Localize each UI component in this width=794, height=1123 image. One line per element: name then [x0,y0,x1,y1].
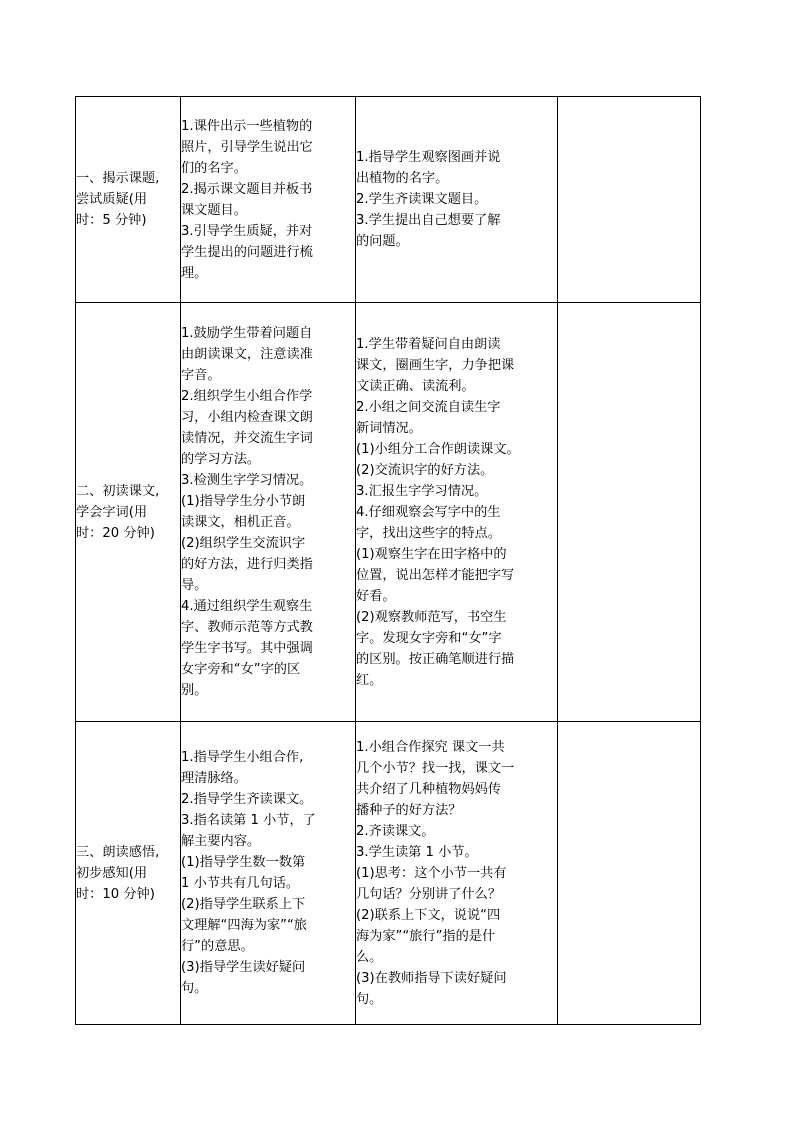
cell-line: 共介绍了几种植物妈妈传 [356,781,502,797]
cell-line: 尝试质疑(用 [76,192,148,207]
cell-line: 导。 [181,578,208,593]
cell-line: 别。 [181,683,208,698]
cell-line: (1)观察生字在田字格中的 [356,546,507,562]
cell-line: 2.小组之间交流自读生字 [356,399,501,415]
cell-line: 几个小节？找一找，课文一 [356,760,515,776]
cell-line: 红。 [356,672,383,688]
cell-line: 三、朗读感悟, [76,844,160,860]
notes-cell [558,722,701,1025]
teacher-activity-cell [181,303,356,722]
cell-line: (3)指导学生读好疑问 [181,960,306,975]
stage-cell [76,97,181,303]
cell-line: 时：20 分钟) [76,525,155,541]
cell-line: 播种子的好方法？ [356,802,462,818]
cell-line: (2)观察教师范写，书空生 [356,609,507,625]
cell-line: 2.揭示课文题目并板书 [181,181,313,197]
cell-line: (2)组织学生交流识字 [181,536,306,551]
cell-line: 2.学生齐读课文题目。 [356,192,488,207]
cell-line: 课文题目。 [181,202,247,218]
cell-line: 出植物的名字。 [356,171,449,186]
notes-cell [558,303,701,722]
notes-cell [558,97,701,303]
cell-line: (1)指导学生分小节朗 [181,494,306,509]
cell-line: 3.检测生字学习情况。 [181,473,313,488]
cell-line: 字音。 [181,368,221,383]
cell-line: 句。 [356,991,383,1007]
cell-line: 2.齐读课文。 [356,823,435,839]
teacher-activity-cell [181,722,356,1025]
cell-line: 文读正确、读流利。 [356,378,475,394]
cell-line: 照片，引导学生说出它 [181,139,313,155]
cell-line: 1.学生带着疑问自由朗读 [356,336,501,352]
cell-line: 新词情况。 [356,420,422,436]
cell-line: 课文，圈画生字，力争把课 [356,357,515,373]
cell-line: 1.指导学生小组合作, [181,750,304,765]
cell-line: 们的名字。 [181,160,247,176]
cell-line: 3.汇报生字学习情况。 [356,483,488,499]
cell-line: 句。 [181,981,208,996]
cell-line: 2.指导学生齐读课文。 [181,792,313,807]
cell-line: (1)思考：这个小节一共有 [356,865,507,881]
cell-line: 1 小节共有几句话。 [181,876,300,891]
cell-line: 4.通过组织学生观察生 [181,599,313,614]
cell-line: 么。 [356,949,383,965]
cell-line: (2)交流识字的好方法。 [356,462,494,478]
cell-line: 读情况，并交流生字词 [181,431,313,446]
cell-line: 的好方法，进行归类指 [181,557,313,572]
student-activity-cell [356,303,558,722]
cell-line: 文理解“四海为家”“旅 [181,918,307,933]
cell-line: 理。 [181,265,208,281]
cell-line: 女字旁和“女”字的区 [181,662,301,677]
cell-line: 位置，说出怎样才能把字写 [356,567,515,583]
cell-line: 海为家”“旅行”指的是什 [356,928,496,944]
cell-line: 3.学生读第 1 小节。 [356,844,478,860]
cell-line: 学生提出的问题进行梳 [181,244,313,260]
cell-line: (1)指导学生数一数第 [181,855,306,870]
cell-line: 1.鼓励学生带着问题自 [181,326,313,341]
stage-cell [76,303,181,722]
cell-line: 习，小组内检查课文朗 [181,410,313,425]
cell-line: 理清脉络。 [181,771,247,786]
cell-line: 3.指名读第 1 小节，了 [181,813,316,828]
cell-line: 一、揭示课题, [76,171,160,186]
cell-line: 时：10 分钟) [76,886,155,902]
cell-line: 4.仔细观察会写字中的生 [356,504,501,520]
cell-line: 的学习方法。 [181,452,261,467]
cell-line: 3.学生提出自己想要了解 [356,213,501,228]
cell-line: 的问题。 [356,234,409,249]
student-activity-cell [356,97,558,303]
cell-line: 字，找出这些字的特点。 [356,525,502,541]
cell-line: 时：5 分钟) [76,213,147,228]
cell-line: 解主要内容。 [181,834,261,849]
lesson-plan-body [76,97,701,1025]
cell-line: 1.指导学生观察图画并说 [356,150,501,165]
table-row [76,303,701,722]
cell-line: 学会字词(用 [76,504,148,520]
cell-line: 几句话？分别讲了什么？ [356,886,502,902]
cell-line: 的区别。按正确笔顺进行描 [356,651,515,667]
table-row [76,722,701,1025]
cell-line: (2)联系上下文，说说“四 [356,907,501,923]
cell-line: 字、教师示范等方式教 [181,620,313,635]
cell-line: 初步感知(用 [76,865,148,881]
cell-line: 好看。 [356,588,396,604]
cell-line: 1.小组合作探究 课文一共 [356,739,505,755]
cell-line: 字。发现女字旁和“女”字 [356,630,502,646]
cell-line: 读课文，相机正音。 [181,515,300,530]
cell-line: 2.组织学生小组合作学 [181,389,313,404]
table-row [76,97,701,303]
cell-line: (3)在教师指导下读好疑问 [356,970,507,986]
cell-line: 二、初读课文, [76,483,160,499]
cell-line: 3.引导学生质疑，并对 [181,223,313,239]
cell-line: (1)小组分工合作朗读课文。 [356,441,520,457]
teacher-activity-cell [181,97,356,303]
cell-line: 由朗读课文，注意读准 [181,347,313,362]
cell-line: 学生字书写。其中强调 [181,641,313,656]
lesson-plan-table [75,96,701,1025]
cell-line: 1.课件出示一些植物的 [181,118,313,134]
stage-cell [76,722,181,1025]
cell-line: (2)指导学生联系上下 [181,897,306,912]
student-activity-cell [356,722,558,1025]
cell-line: 行”的意思。 [181,939,254,954]
